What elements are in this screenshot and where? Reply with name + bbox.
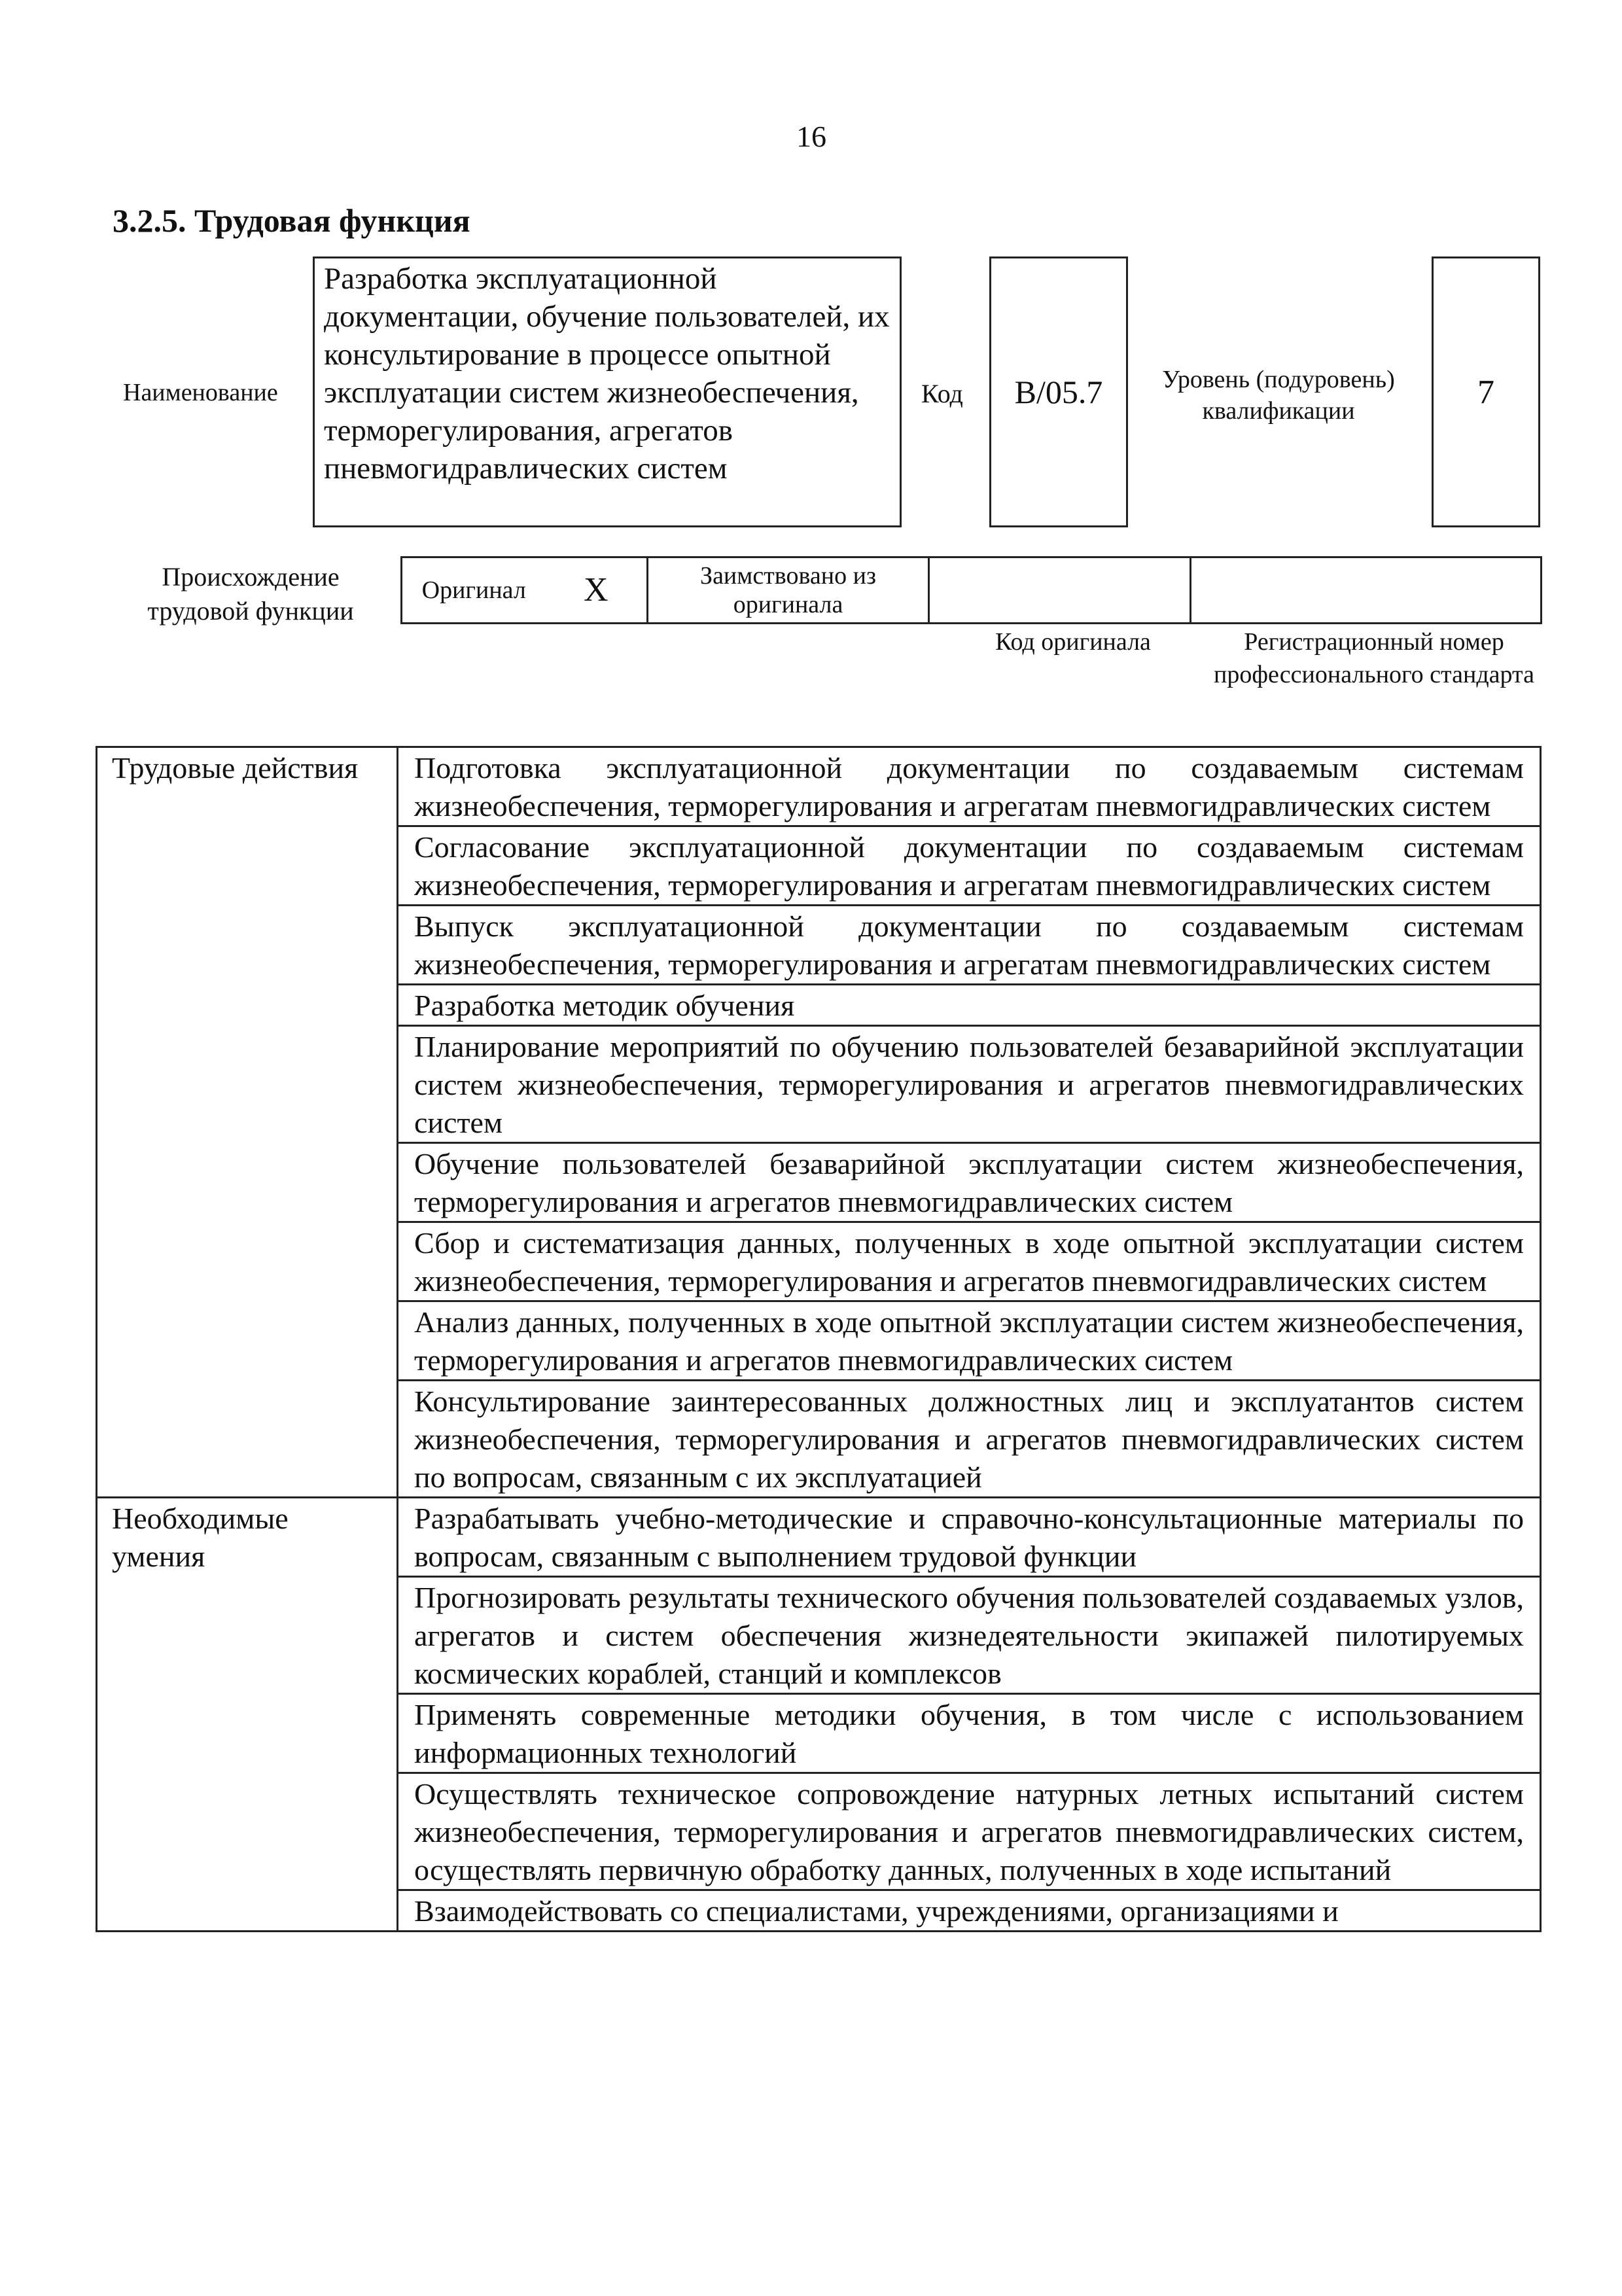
original-code-cell xyxy=(929,557,1191,624)
item-cell: Применять современные методики обучения, в том числе с использованием информационных технологий xyxy=(398,1694,1541,1773)
item-cell: Разработка методик обучения xyxy=(398,985,1541,1026)
item-cell: Выпуск эксплуатационной документации по создаваемым системам жизнеобеспечения, терморегулирования и агрегатам пневмогидравлических систем xyxy=(398,906,1541,985)
item-cell: Анализ данных, полученных в ходе опытной эксплуатации систем жизнеобеспечения, терморегулирования и агрегатов пневмогидравлических систем xyxy=(398,1301,1541,1381)
category-cell: Необходимые умения xyxy=(97,1498,398,1932)
original-mark: X xyxy=(546,557,648,624)
borrowed-cell: Заимствовано из оригинала xyxy=(648,557,929,624)
origin-row xyxy=(402,557,1542,624)
item-cell: Разрабатывать учебно-методические и справочно-консультационные материалы по вопросам, связанным с выполнением трудовой функции xyxy=(398,1498,1541,1577)
item-cell: Согласование эксплуатационной документации по создаваемым системам жизнеобеспечения, терморегулирования и агрегатам пневмогидравлических систем xyxy=(398,826,1541,906)
section-title: 3.2.5. Трудовая функция xyxy=(113,202,470,239)
item-cell: Взаимодействовать со специалистами, учреждениями, организациями и xyxy=(398,1890,1541,1932)
item-cell: Планирование мероприятий по обучению пользователей безаварийной эксплуатации систем жизнеобеспечения, терморегулирования и агрегатов пневмогидравлических систем xyxy=(398,1026,1541,1143)
origin-table xyxy=(400,556,1542,624)
qualification-level-field: 7 xyxy=(1432,256,1540,527)
functions-table xyxy=(96,746,1542,1932)
original-cell: Оригинал xyxy=(402,557,546,624)
table-row xyxy=(97,1498,1541,1577)
item-cell: Осуществлять техническое сопровождение натурных летных испытаний систем жизнеобеспечения, терморегулирования и агрегатов пневмогидравлических систем, осуществлять первичную обработку данных, полученных в ходе испытаний xyxy=(398,1773,1541,1890)
page-number: 16 xyxy=(796,120,826,153)
registration-number-cell xyxy=(1191,557,1542,624)
qualification-level-label: Уровень (подуровень) квалификации xyxy=(1162,366,1395,425)
name-label: Наименование xyxy=(123,379,278,406)
table-row xyxy=(97,747,1541,826)
function-name-field: Разработка эксплуатационной документации, обучение пользователей, их консультирование в процессе опытной эксплуатации систем жизнеобеспечения, терморегулирования, агрегатов пневмогидравлических систем xyxy=(313,256,902,527)
item-cell: Прогнозировать результаты технического обучения пользователей создаваемых узлов, агрегатов и систем обеспечения жизнедеятельности экипажей пилотируемых космических кораблей, станций и комплексов xyxy=(398,1577,1541,1694)
original-code-caption: Код оригинала xyxy=(995,628,1151,656)
code-field: B/05.7 xyxy=(989,256,1128,527)
origin-label: Происхождение трудовой функции xyxy=(147,562,354,626)
functions-table-body xyxy=(97,747,1541,1932)
registration-number-caption: Регистрационный номер профессионального стандарта xyxy=(1214,628,1534,688)
item-cell: Подготовка эксплуатационной документации по создаваемым системам жизнеобеспечения, терморегулирования и агрегатам пневмогидравлических систем xyxy=(398,747,1541,826)
code-label: Код xyxy=(921,379,963,408)
item-cell: Сбор и систематизация данных, полученных в ходе опытной эксплуатации систем жизнеобеспечения, терморегулирования и агрегатов пневмогидравлических систем xyxy=(398,1222,1541,1301)
item-cell: Обучение пользователей безаварийной эксплуатации систем жизнеобеспечения, терморегулирования и агрегатов пневмогидравлических систем xyxy=(398,1143,1541,1222)
item-cell: Консультирование заинтересованных должностных лиц и эксплуатантов систем жизнеобеспечения, терморегулирования и агрегатов пневмогидравлических систем по вопросам, связанным с их эксплуатацией xyxy=(398,1381,1541,1498)
category-cell: Трудовые действия xyxy=(97,747,398,1498)
